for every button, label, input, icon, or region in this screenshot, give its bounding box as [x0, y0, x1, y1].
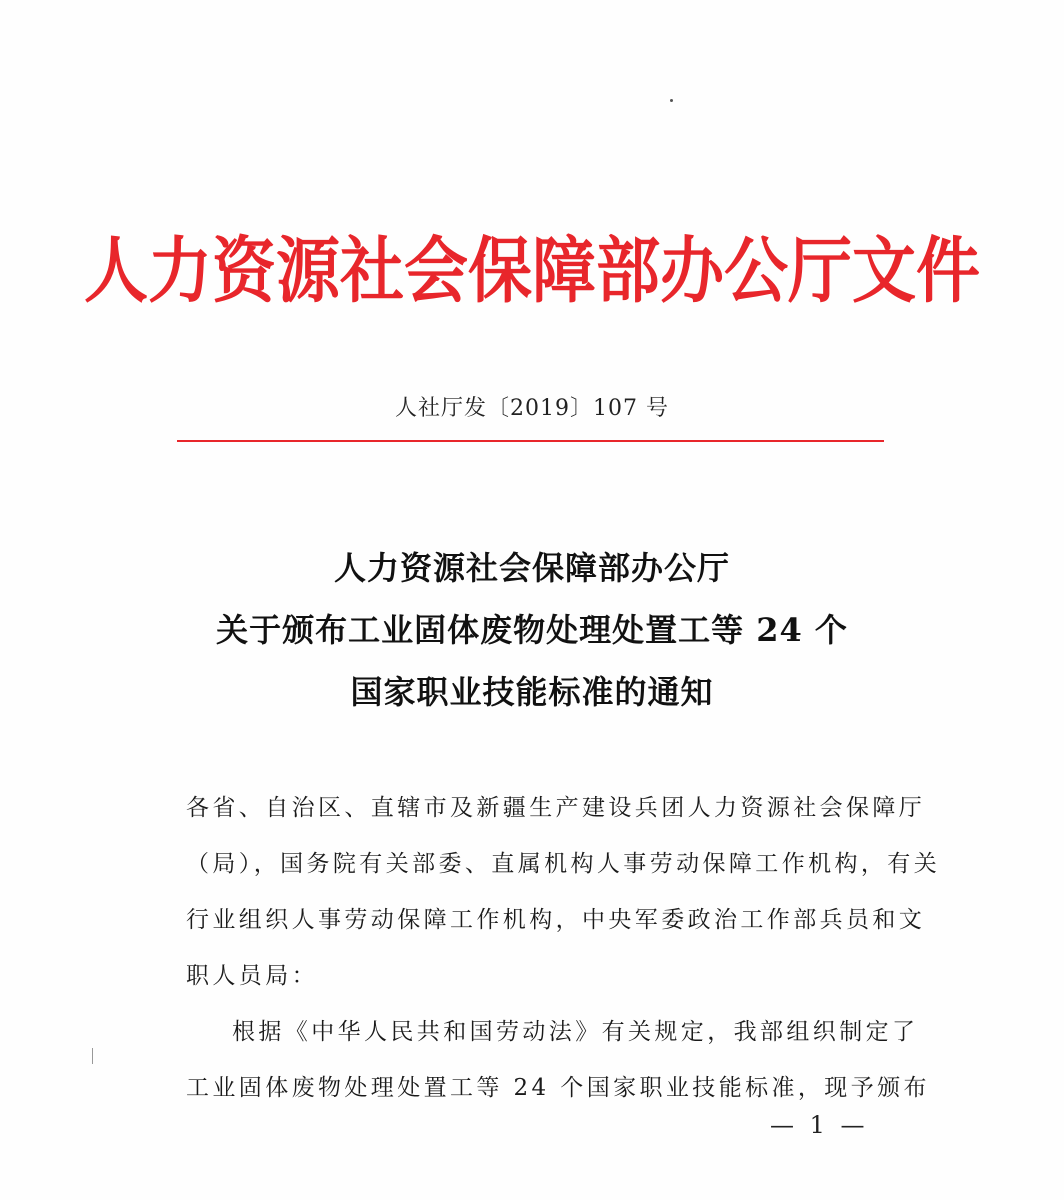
- scan-speck: [670, 99, 673, 102]
- body-line-addressees-1: 各省、自治区、直辖市及新疆生产建设兵团人力资源社会保障厅: [186, 795, 926, 821]
- body-line-addressees-2: （局），国务院有关部委、直属机构人事劳动保障工作机构，有关: [186, 851, 941, 877]
- body-line-addressees-4: 职人员局：: [186, 963, 318, 989]
- document-number: 人社厅发〔2019〕107 号: [395, 396, 669, 421]
- masthead-title: 人力资源社会保障部办公厅文件: [84, 230, 980, 314]
- title-line-1: 人力资源社会保障部办公厅: [333, 549, 730, 587]
- red-divider-line: [177, 440, 884, 442]
- title-line-2: 关于颁布工业固体废物处理处置工等 24 个: [216, 611, 848, 649]
- notice-title: [0, 537, 1064, 723]
- body-text: [186, 780, 941, 1116]
- body-line-paragraph-1: 根据《中华人民共和国劳动法》有关规定，我部组织制定了: [232, 1019, 919, 1045]
- page-number: — 1 —: [770, 1111, 869, 1139]
- body-line-addressees-3: 行业组织人事劳动保障工作机构，中央军委政治工作部兵员和文: [186, 907, 926, 933]
- margin-mark: [92, 1048, 93, 1064]
- title-line-3: 国家职业技能标准的通知: [350, 673, 714, 711]
- body-line-paragraph-2: 工业固体废物处理处置工等 24 个国家职业技能标准，现予颁布: [186, 1075, 930, 1101]
